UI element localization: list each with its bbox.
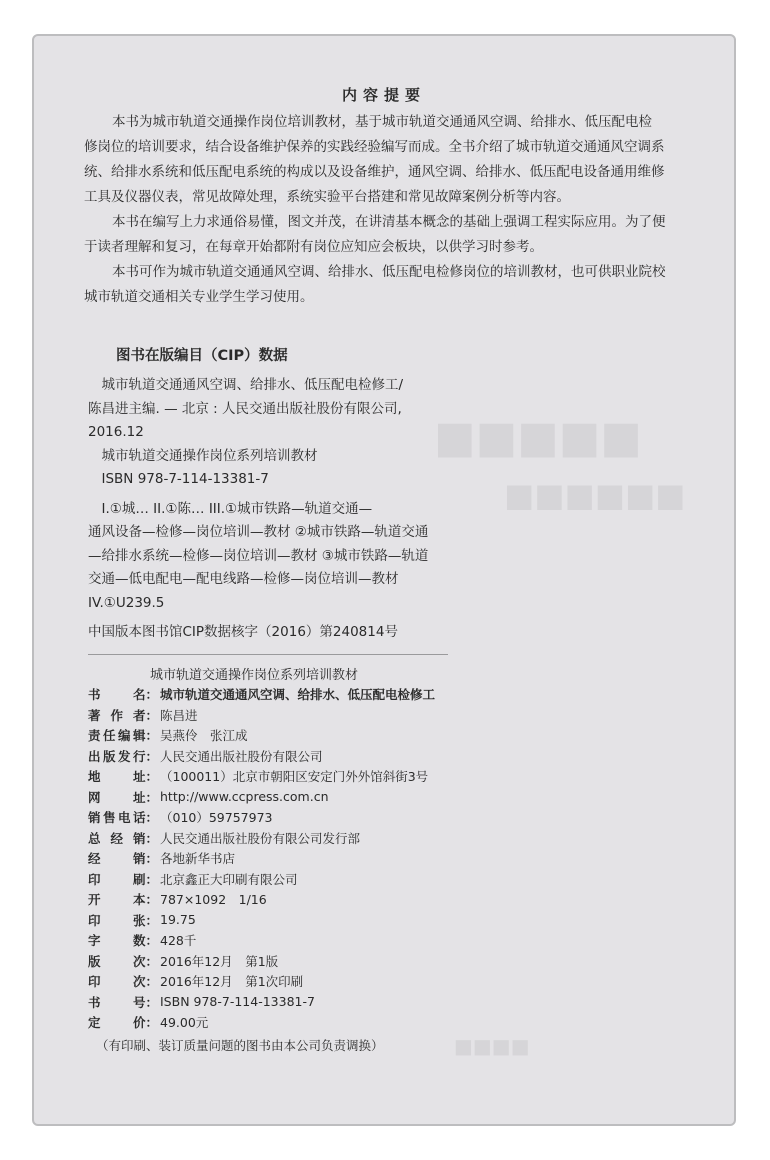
colophon-row bbox=[88, 828, 708, 849]
colophon-label: 印 张 ： bbox=[88, 912, 158, 928]
summary-paragraph-2: 本书在编写上力求通俗易懂，图文并茂，在讲清基本概念的基础上强调工程实际应用。为了便 于读者理解和复习，在每章开始都附有岗位应知应会板块，以供学习时参考。 bbox=[84, 214, 666, 255]
colophon-label: 印 刷 ： bbox=[88, 871, 158, 887]
show-through-decoration: ■■■■■ bbox=[434, 412, 642, 463]
cip-line: —给排水系统—检修—岗位培训—教材 ③城市铁路—轨道 bbox=[88, 547, 429, 564]
colophon-label: 网 址 ： bbox=[88, 789, 158, 805]
colophon-label: 字 数 ： bbox=[88, 933, 158, 949]
divider bbox=[88, 654, 448, 655]
cip-line: 交通—低电配电—配电线路—检修—岗位培训—教材 bbox=[88, 571, 399, 587]
colophon-row bbox=[88, 1012, 708, 1033]
colophon-label: 书 名 ： bbox=[88, 687, 158, 703]
cip-line: 城市轨道交通操作岗位系列培训教材 bbox=[88, 447, 318, 464]
colophon-label: 经 销 ： bbox=[88, 851, 158, 867]
quality-note: （有印刷、装订质量问题的图书由本公司负责调换） bbox=[96, 1038, 384, 1053]
colophon-value: 2016年12月 第1次印刷 bbox=[160, 974, 304, 990]
colophon-label: 定 价 ： bbox=[88, 1015, 158, 1031]
colophon-row bbox=[88, 746, 708, 767]
colophon-row bbox=[88, 889, 708, 910]
colophon-value: （010）59757973 bbox=[160, 810, 273, 826]
colophon-row bbox=[88, 705, 708, 726]
colophon-value: 吴燕伶 张江成 bbox=[160, 728, 248, 744]
colophon-row bbox=[88, 951, 708, 972]
colophon-label: 责 任 编 辑 ： bbox=[88, 728, 158, 744]
colophon-value: 428千 bbox=[160, 933, 197, 949]
colophon-value: 人民交通出版社股份有限公司发行部 bbox=[160, 830, 361, 846]
colophon-row bbox=[88, 787, 708, 808]
colophon-row bbox=[88, 910, 708, 931]
colophon-value: 49.00元 bbox=[160, 1015, 209, 1031]
summary-paragraph-1: 本书为城市轨道交通操作岗位培训教材，基于城市轨道交通通风空调、给排水、低压配电检 修岗位的培训要求，结合设备维护保养的实践经验编写而成。全书介绍了城市轨道交通通风空调系 统、给排水系统和低压配电系统的构成以及设备维护，通风空调、给排水、低压配电设备通用维修 工具及仪器仪表，常见故障处理，系统实验平台搭建和常见故障案例分析等内容。 bbox=[84, 114, 665, 205]
colophon-row bbox=[88, 971, 708, 992]
cip-data bbox=[88, 374, 648, 615]
colophon-row bbox=[88, 766, 708, 787]
colophon-row bbox=[88, 930, 708, 951]
cip-line: I.①城… II.①陈… III.①城市铁路—轨道交通— bbox=[88, 500, 373, 517]
series-name: 城市轨道交通操作岗位系列培训教材 bbox=[150, 668, 359, 683]
colophon-value: 人民交通出版社股份有限公司 bbox=[160, 748, 323, 764]
cip-line: 陈昌进主编. — 北京 : 人民交通出版社股份有限公司, bbox=[88, 400, 402, 417]
cip-check-number: 中国版本图书馆CIP数据核字（2016）第240814号 bbox=[88, 624, 398, 640]
colophon-value: 北京鑫正大印刷有限公司 bbox=[160, 871, 298, 887]
cip-line: 通风设备—检修—岗位培训—教材 ②城市铁路—轨道交通 bbox=[88, 524, 429, 540]
colophon-value: ISBN 978-7-114-13381-7 bbox=[160, 994, 315, 1010]
colophon-row bbox=[88, 992, 708, 1013]
book-page bbox=[32, 34, 736, 1126]
colophon-row bbox=[88, 807, 708, 828]
cip-line: ISBN 978-7-114-13381-7 bbox=[88, 471, 269, 487]
colophon-value: 城市轨道交通通风空调、给排水、低压配电检修工 bbox=[160, 687, 436, 703]
colophon-value: 2016年12月 第1版 bbox=[160, 953, 279, 969]
colophon bbox=[88, 684, 708, 1033]
colophon-row bbox=[88, 684, 708, 705]
summary-paragraph-3: 本书可作为城市轨道交通通风空调、给排水、低压配电检修岗位的培训教材，也可供职业院校 城市轨道交通相关专业学生学习使用。 bbox=[84, 264, 666, 305]
cip-heading: 图书在版编目（CIP）数据 bbox=[116, 348, 288, 364]
colophon-value: 787×1092 1/16 bbox=[160, 892, 267, 908]
show-through-decoration: ■■■■■■ bbox=[504, 476, 686, 514]
colophon-value: （100011）北京市朝阳区安定门外外馆斜街3号 bbox=[160, 769, 429, 785]
cip-line: IV.①U239.5 bbox=[88, 594, 165, 611]
colophon-value: http://www.ccpress.com.cn bbox=[160, 789, 329, 805]
colophon-label: 销 售 电 话 ： bbox=[88, 810, 158, 826]
colophon-row bbox=[88, 869, 708, 890]
colophon-label: 总 经 销 ： bbox=[88, 830, 158, 846]
summary-title: 内容提要 bbox=[341, 86, 426, 104]
colophon-label: 版 次 ： bbox=[88, 953, 158, 969]
colophon-label: 地 址 ： bbox=[88, 769, 158, 785]
cip-line: 城市轨道交通通风空调、给排水、低压配电检修工/ bbox=[88, 377, 404, 393]
colophon-label: 书 号 ： bbox=[88, 994, 158, 1010]
show-through-decoration: ■■■■ bbox=[454, 1034, 530, 1058]
colophon-value: 19.75 bbox=[160, 912, 196, 928]
colophon-label: 出 版 发 行 ： bbox=[88, 748, 158, 764]
colophon-value: 陈昌进 bbox=[160, 707, 198, 723]
colophon-row bbox=[88, 725, 708, 746]
cip-line: 2016.12 bbox=[88, 424, 144, 440]
colophon-row bbox=[88, 848, 708, 869]
colophon-value: 各地新华书店 bbox=[160, 851, 236, 867]
colophon-label: 印 次 ： bbox=[88, 974, 158, 990]
colophon-label: 开 本 ： bbox=[88, 892, 158, 908]
colophon-label: 著 作 者 ： bbox=[88, 707, 158, 723]
